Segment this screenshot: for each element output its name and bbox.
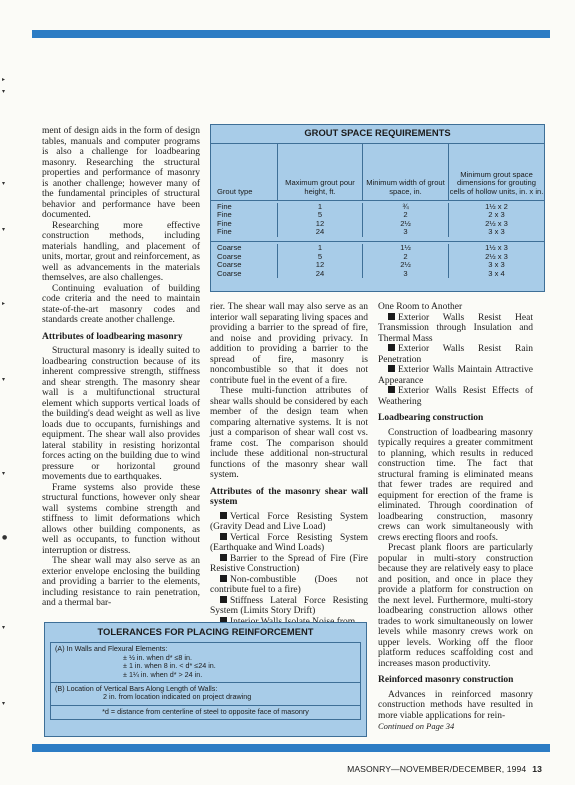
bullet-text: Vertical Force Resisting System (Earthquake and Wind Loads)	[210, 532, 368, 553]
bullet-item	[210, 596, 368, 617]
paragraph: Construction of loadbearing masonry typically requires a greater commitment to planning, which results in reduced construction time. The fact that structural framing is eliminated means that fewer trades are required and equipment for erection of the frame is eliminated. Through coordination of loadbearing construction, masonry crews can work simultaneously with crews erecting floors and roofs.	[378, 427, 533, 543]
table-cell: 3 x 3	[488, 227, 505, 237]
square-bullet-icon	[388, 386, 395, 393]
table-cell: Coarse	[217, 268, 242, 278]
header-grout-type: Grout type	[211, 144, 278, 200]
column-right	[378, 302, 533, 732]
table-cell: Fine	[217, 201, 232, 211]
table-cell: Coarse	[217, 260, 242, 270]
bullet-text: Exterior Walls Resist Rain Penetration	[378, 344, 533, 365]
bullet-text: Barrier to the Spread of Fire (Fire Resistive Construction)	[210, 553, 368, 574]
bullet-item	[378, 365, 533, 386]
tolerance-heading: (A) In Walls and Flexural Elements:	[55, 644, 168, 654]
paragraph: These multi-function attributes of shear walls should be considered by each member of the design team when comparing alternative systems. It is not just a comparison of shear wall cost vs. frame cost. The comparison should include these additional non-structural functions of the masonry shear wall system.	[210, 386, 368, 480]
tolerance-section-b	[51, 683, 360, 706]
bullet-item	[378, 313, 533, 345]
bullet-item	[210, 533, 368, 554]
bullet-item	[210, 512, 368, 533]
bullet-text: Exterior Walls Resist Effects of Weathering	[378, 386, 533, 407]
table-cell: ¾	[402, 201, 409, 211]
table-cell: 24	[315, 268, 325, 278]
table-cell: 2½	[400, 218, 411, 228]
edge-mark: ▾	[2, 700, 6, 707]
table-cell: 3 x 3	[488, 260, 505, 270]
edge-mark: ▾	[2, 376, 6, 383]
table-cell: 1½	[400, 242, 411, 252]
tolerance-line: 2 in. from location indicated on project drawing	[103, 692, 252, 702]
table-cell: 3	[403, 268, 408, 278]
table-group-fine	[211, 201, 544, 242]
table-cell: 5	[317, 251, 323, 261]
bullet-text: Stiffness Lateral Force Resisting System (Limits Story Drift)	[210, 595, 368, 616]
table-cell: Fine	[217, 210, 232, 220]
paragraph: The shear wall may also serve as an exterior envelope enclosing the building and providing a barrier to the elements, including resistance to rain penetration, and a thermal bar-	[42, 556, 200, 608]
square-bullet-icon	[220, 575, 227, 582]
section-heading: Attributes of the masonry shear wall system	[210, 486, 368, 507]
table-group-coarse	[211, 242, 544, 282]
bullet-text: Exterior Walls Resist Heat Transmission through Insulation and Thermal Mass	[378, 312, 533, 344]
square-bullet-icon	[220, 533, 227, 540]
tolerance-section-a	[51, 643, 360, 683]
table-cell: 1½ x 3	[485, 242, 508, 252]
table-header-row	[211, 144, 544, 201]
tolerance-line: ± 1 in. when 8 in. < d* ≤24 in.	[123, 661, 216, 671]
bullet-item	[210, 554, 368, 575]
square-bullet-icon	[388, 313, 395, 320]
table-cell: 1	[317, 201, 323, 211]
table-cell: Coarse	[217, 251, 242, 261]
paragraph: One Room to Another	[378, 302, 463, 312]
edge-mark: ▸	[2, 300, 6, 307]
edge-mark: ▾	[2, 180, 6, 187]
header-min-width: Minimum width of grout space, in.	[363, 144, 449, 200]
bullet-item	[210, 575, 368, 596]
grout-space-table	[210, 124, 545, 292]
column-left	[42, 126, 200, 609]
bullet-text: Vertical Force Resisting System (Gravity Dead and Live Load)	[210, 511, 368, 532]
table-cell: Fine	[217, 227, 232, 237]
edge-mark: ▾	[2, 226, 6, 233]
table-cell: Fine	[217, 218, 232, 228]
section-heading: Attributes of loadbearing masonry	[42, 331, 183, 342]
bottom-rule	[32, 744, 550, 752]
table-cell: 2½ x 3	[485, 218, 508, 228]
paragraph: Structural masonry is ideally suited to loadbearing construction because of its inherent compressive strength, stiffness and shear strength. The masonry shear wall is a multifunctional structural element which supports vertical loads of the building's dead weight as well as live loads due to occupants, furnishings and equipment. The shear wall also provides lateral stability in resisting horizontal forces acting on the building due to wind pressure or horizontal ground movements due to earthquakes.	[42, 346, 200, 482]
page-footer	[347, 764, 542, 774]
page-number: 13	[532, 764, 542, 774]
edge-mark: ●	[2, 534, 8, 541]
table-cell: Coarse	[217, 242, 242, 252]
paragraph: Researching more effective construction methods, including materials handling, and placement of units, mortar, grout and reinforcement, as well as advancements in the materials themselves, are also challenges.	[42, 220, 200, 283]
square-bullet-icon	[220, 554, 227, 561]
table-cell: 2	[403, 210, 408, 220]
tolerance-footnote: *d = distance from centerline of steel to opposite face of masonry	[102, 706, 309, 716]
column-middle	[210, 302, 368, 627]
bullet-item	[378, 344, 533, 365]
paragraph: Advances in reinforced masonry construction methods have resulted in more viable applications for rein-	[378, 689, 533, 721]
tolerance-line: ± 1¼ in. when d* > 24 in.	[123, 669, 203, 679]
bullet-item	[378, 386, 533, 407]
top-rule	[32, 30, 550, 38]
header-pour-height: Maximum grout pour height, ft.	[278, 144, 363, 200]
square-bullet-icon	[220, 596, 227, 603]
tolerance-line: ± ½ in. when d* ≤8 in.	[123, 652, 193, 662]
tolerance-heading: (B) Location of Vertical Bars Along Length of Walls:	[55, 684, 218, 694]
table-cell: 12	[315, 218, 325, 228]
table-cell: 1½ x 2	[485, 201, 508, 211]
bullet-text: Exterior Walls Maintain Attractive Appearance	[378, 365, 533, 386]
table-cell: 2½	[400, 260, 411, 270]
bullet-text: Non-combustible (Does not contribute fuel to a fire)	[210, 574, 368, 595]
table-cell: 2 x 3	[488, 210, 505, 220]
edge-mark: ▸	[2, 76, 6, 83]
table-cell: 2½ x 3	[485, 251, 508, 261]
table-cell: 1	[317, 242, 323, 252]
table-title: TOLERANCES FOR PLACING REINFORCEMENT	[97, 626, 314, 637]
table-title: GROUT SPACE REQUIREMENTS	[211, 125, 544, 144]
table-cell: 2	[403, 251, 408, 261]
paragraph: Precast plank floors are particularly popular in multi-story construction because they are relatively easy to place and position, and once in place they provide a platform for construction on the next level. Furthermore, multi-story loadbearing construction allows other trades to work simultaneously on lower levels while masonry crews work on upper levels. Working off the floor platform reduces scaffolding cost and increases mason productivity.	[378, 543, 533, 669]
section-heading: Reinforced masonry construction	[378, 675, 514, 685]
paragraph: Continuing evaluation of building code criteria and the need to maintain state-of-the-art masonry codes and standards create another challenge.	[42, 283, 200, 325]
edge-mark: ▾	[2, 624, 6, 631]
table-cell: 3	[403, 227, 408, 237]
table-cell: 12	[315, 260, 325, 270]
tolerances-table	[44, 622, 367, 737]
paragraph: rier. The shear wall may also serve as an interior wall separating living spaces and providing a barrier to the spread of fire, and noise and providing privacy. In addition to providing a barrier to the spread of fire, masonry is noncombustible so that it does not contribute fuel in the event of a fire.	[210, 302, 368, 386]
tolerances-body	[50, 642, 361, 720]
square-bullet-icon	[388, 344, 395, 351]
edge-mark: ▾	[2, 88, 6, 95]
table-cell: 5	[317, 210, 323, 220]
header-min-dimensions: Minimum grout space dimensions for grouting cells of hollow units, in. x in.	[449, 169, 544, 196]
table-cell: 24	[315, 227, 325, 237]
footer-text: MASONRY—NOVEMBER/DECEMBER, 1994	[347, 764, 527, 774]
section-heading: Loadbearing construction	[378, 413, 484, 423]
square-bullet-icon	[220, 512, 227, 519]
continued-note: Continued on Page 34	[378, 721, 455, 731]
paragraph: Frame systems also provide these structural functions, however only shear wall systems combine strength and stiffness to limit deformations which allows other building components, as well as occupants, to function without interruption or distress.	[42, 482, 200, 556]
edge-mark: ▾	[2, 470, 6, 477]
table-cell: 3 x 4	[488, 268, 505, 278]
paragraph: ment of design aids in the form of design tables, manuals and computer programs is also a challenge for loadbearing masonry. Researching the structural properties and performance of masonry is another challenge; however many of the fundamental principles of structural behavior and performance have been documented.	[42, 126, 200, 220]
square-bullet-icon	[388, 365, 395, 372]
